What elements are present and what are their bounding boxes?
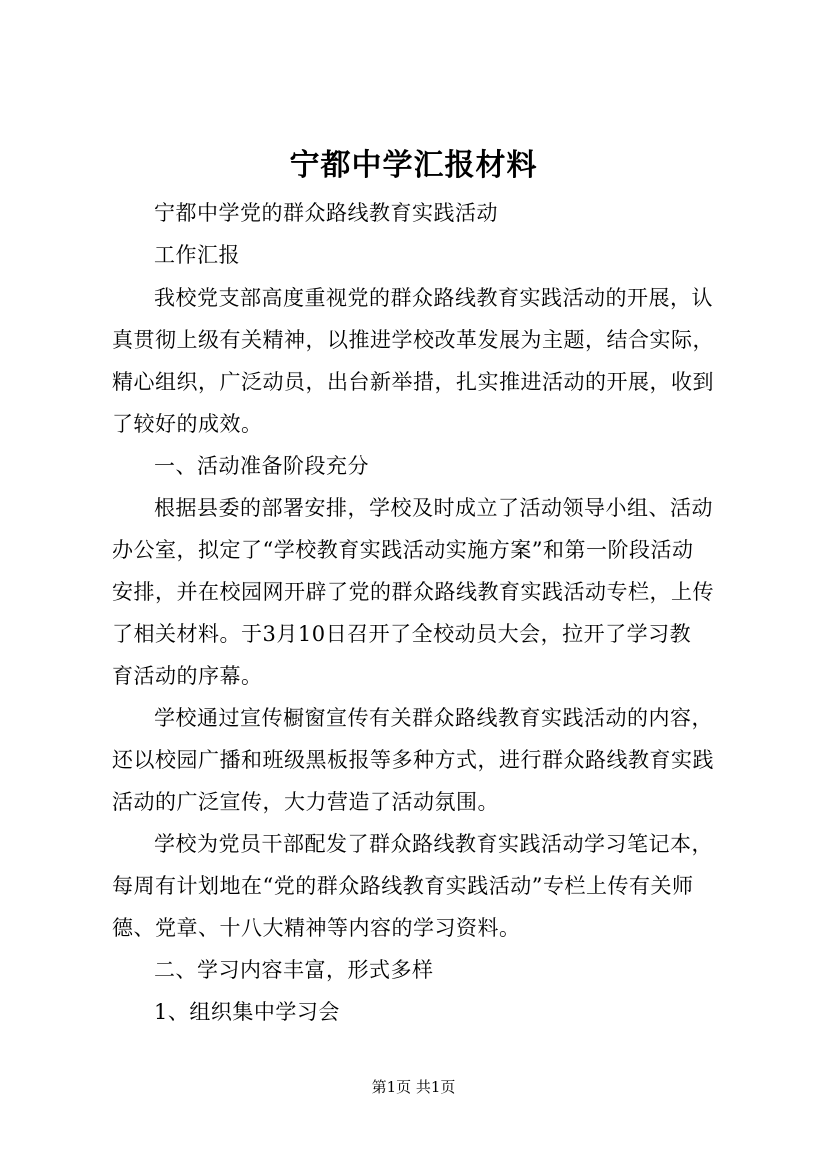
page-footer: 第1页 共1页 (371, 1078, 456, 1096)
paragraph-2-line-1: 根据县委的部署安排，学校及时成立了活动领导小组、活动 (154, 496, 713, 520)
paragraph-2-line-5: 育活动的序幕。 (112, 664, 263, 688)
paragraph-1-line-1: 我校党支部高度重视党的群众路线教育实践活动的开展，认 (154, 286, 713, 310)
paragraph-1-line-3: 精心组织，广泛动员，出台新举措，扎实推进活动的开展，收到 (112, 370, 714, 394)
document-title: 宁都中学汇报材料 (289, 148, 538, 183)
section-heading-2: 二、学习内容丰富，形式多样 (154, 958, 434, 982)
paragraph-1-line-4: 了较好的成效。 (112, 412, 263, 436)
paragraph-4-line-1: 学校为党员干部配发了群众路线教育实践活动学习笔记本， (154, 832, 713, 856)
paragraph-2-line-3: 安排，并在校园网开辟了党的群众路线教育实践活动专栏，上传 (112, 580, 714, 604)
subtitle-line-1: 宁都中学党的群众路线教育实践活动 (154, 201, 498, 225)
paragraph-3-line-1: 学校通过宣传橱窗宣传有关群众路线教育实践活动的内容， (154, 706, 713, 730)
section-heading-1: 一、活动准备阶段充分 (154, 454, 369, 478)
subsection-heading-1: 1、组织集中学习会 (154, 1000, 340, 1024)
paragraph-4-line-2: 每周有计划地在“党的群众路线教育实践活动”专栏上传有关师 (112, 874, 694, 898)
paragraph-3-line-3: 活动的广泛宣传，大力营造了活动氛围。 (112, 790, 499, 814)
paragraph-4-line-3: 德、党章、十八大精神等内容的学习资料。 (112, 916, 521, 940)
subtitle-line-2: 工作汇报 (154, 243, 240, 267)
paragraph-3-line-2: 还以校园广播和班级黑板报等多种方式，进行群众路线教育实践 (112, 748, 714, 772)
paragraph-1-line-2: 真贯彻上级有关精神，以推进学校改革发展为主题，结合实际， (112, 328, 714, 352)
paragraph-2-line-2: 办公室，拟定了“学校教育实践活动实施方案”和第一阶段活动 (112, 538, 694, 562)
paragraph-2-line-4: 了相关材料。于3月10日召开了全校动员大会，拉开了学习教 (112, 622, 692, 646)
